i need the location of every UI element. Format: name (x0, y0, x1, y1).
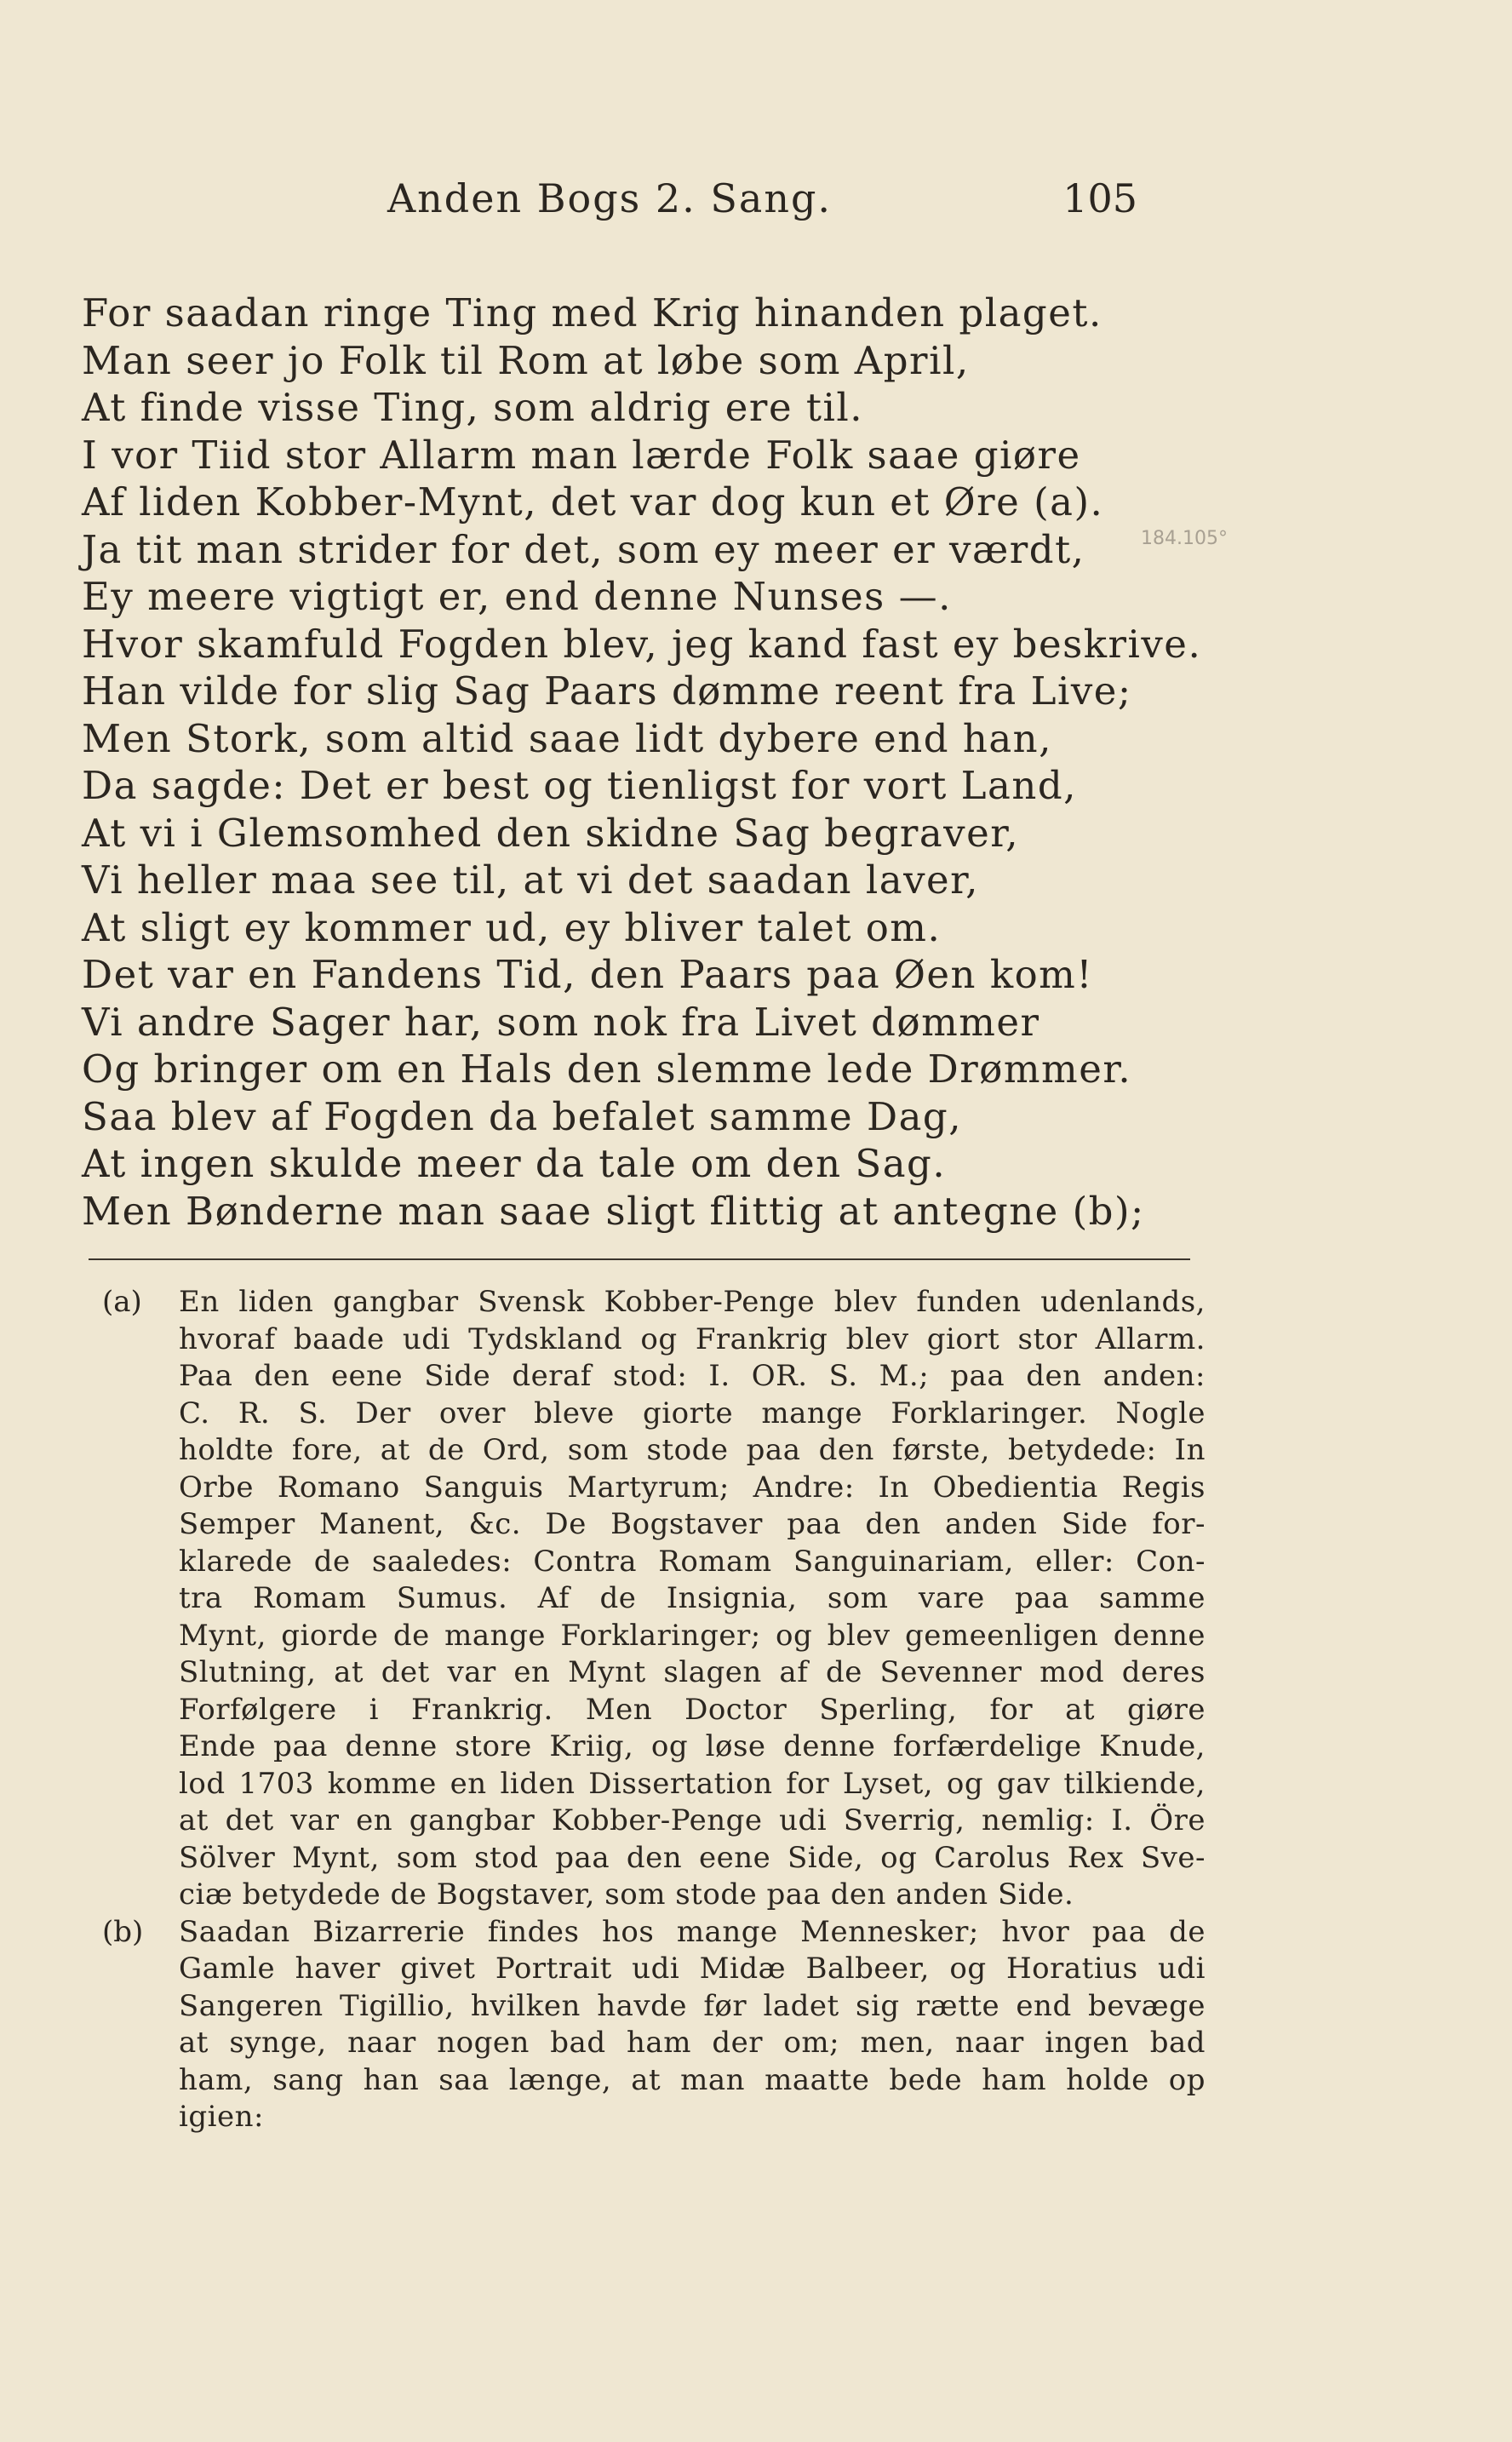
verse-line: At sligt ey kommer ud, ey bliver talet om. (82, 904, 942, 950)
footnote-line: Semper Manent, &c. De Bogstaver paa den anden Side for- (179, 1507, 1206, 1541)
verse-line: Af liden Kobber-Mynt, det var dog kun et Øre (a). (82, 479, 1104, 525)
verse-line: At vi i Glemsomhed den skidne Sag begraver, (82, 810, 1020, 856)
verse-line: Hvor skamfuld Fogden blev, jeg kand fast ey beskrive. (82, 621, 1202, 667)
running-title: Anden Bogs 2. Sang. (387, 175, 833, 221)
footnote-line: Forfølgere i Frankrig. Men Doctor Sperling, for at giøre (179, 1692, 1206, 1727)
verse-line: Men Bønderne man saae sligt flittig at antegne (b); (82, 1188, 1145, 1234)
footnote-marker: (a) (102, 1285, 142, 1319)
verse-line: Og bringer om en Hals den slemme lede Drømmer. (82, 1046, 1132, 1092)
verse-line: Han vilde for slig Sag Paars dømme reent fra Live; (82, 668, 1132, 714)
pencil-margin-mark: 184.105° (1141, 528, 1228, 549)
footnote-b (82, 1914, 1206, 2136)
verse-line: Vi heller maa see til, at vi det saadan laver, (82, 857, 979, 903)
footnote-line: Mynt, giorde de mange Forklaringer; og blev gemeenligen denne (179, 1618, 1206, 1653)
verse-line: Men Stork, som altid saae lidt dybere end han, (82, 715, 1052, 761)
footnote-line: igien: (179, 2100, 264, 2134)
footnote-line: Sangeren Tigillio, hvilken havde før ladet sig rætte end bevæge (179, 1988, 1206, 2023)
footnote-line: at synge, naar nogen bad ham der om; men, naar ingen bad (179, 2026, 1206, 2060)
verse-line: Det var en Fandens Tid, den Paars paa Øen kom! (82, 952, 1093, 997)
footnote-marker: (b) (102, 1914, 144, 1949)
page-header (82, 175, 1137, 235)
footnote-line: C. R. S. Der over bleve giorte mange Forklaringer. Nogle (179, 1396, 1206, 1430)
footnote-line: holdte fore, at de Ord, som stode paa den første, betydede: In (179, 1433, 1206, 1467)
footnote-a (82, 1284, 1206, 1914)
footnote-line: hvoraf baade udi Tydskland og Frankrig blev giort stor Allarm. (179, 1321, 1206, 1356)
verse-line: Saa blev af Fogden da befalet samme Dag, (82, 1093, 963, 1139)
verse-line: Ey meere vigtigt er, end denne Nunses —. (82, 574, 952, 619)
footnote-line: En liden gangbar Svensk Kobber-Penge blev funden udenlands, (179, 1285, 1206, 1319)
footnotes (82, 1284, 1206, 2136)
footnote-line: Slutning, at det var en Mynt slagen af de Sevenner mod deres (179, 1655, 1206, 1689)
footnote-line: Paa den eene Side deraf stod: I. OR. S. M.; paa den anden: (179, 1359, 1206, 1393)
verse-line: For saadan ringe Ting med Krig hinanden plaget. (82, 290, 1102, 335)
footnote-line: Orbe Romano Sanguis Martyrum; Andre: In Obedientia Regis (179, 1470, 1206, 1505)
footnote-line: Sölver Mynt, som stod paa den eene Side, og Carolus Rex Sve- (179, 1840, 1206, 1875)
footnote-divider (89, 1258, 1190, 1260)
verse-line: Da sagde: Det er best og tienligst for vort Land, (82, 763, 1077, 808)
page-number: 105 (1062, 175, 1137, 221)
footnote-line: at det var en gangbar Kobber-Penge udi Sverrig, nemlig: I. Öre (179, 1803, 1206, 1837)
footnote-line: Saadan Bizarrerie findes hos mange Mennesker; hvor paa de (179, 1914, 1206, 1949)
verse-line: At finde visse Ting, som aldrig ere til. (82, 385, 864, 430)
verse-line: Vi andre Sager har, som nok fra Livet dømmer (82, 999, 1040, 1045)
verse-line: At ingen skulde meer da tale om den Sag. (82, 1141, 947, 1186)
footnote-line: klarede de saaledes: Contra Romam Sanguinariam, eller: Con- (179, 1544, 1206, 1579)
verse-line: Man seer jo Folk til Rom at løbe som April, (82, 337, 970, 383)
footnote-line: Gamle haver givet Portrait udi Midæ Balbeer, og Horatius udi (179, 1952, 1206, 1986)
verse-line: I vor Tiid stor Allarm man lærde Folk saae giøre (82, 432, 1081, 478)
footnote-line: Ende paa denne store Kriig, og løse denne forfærdelige Knude, (179, 1729, 1206, 1763)
verse-line: Ja tit man strider for det, som ey meer er værdt, (82, 526, 1085, 572)
footnote-line: ciæ betydede de Bogstaver, som stode paa den anden Side. (179, 1877, 1074, 1912)
footnote-line: ham, sang han saa længe, at man maatte bede ham holde op (179, 2062, 1206, 2097)
footnote-line: tra Romam Sumus. Af de Insignia, som vare paa samme (179, 1581, 1206, 1615)
footnote-line: lod 1703 komme en liden Dissertation for Lyset, og gav tilkiende, (179, 1766, 1206, 1801)
